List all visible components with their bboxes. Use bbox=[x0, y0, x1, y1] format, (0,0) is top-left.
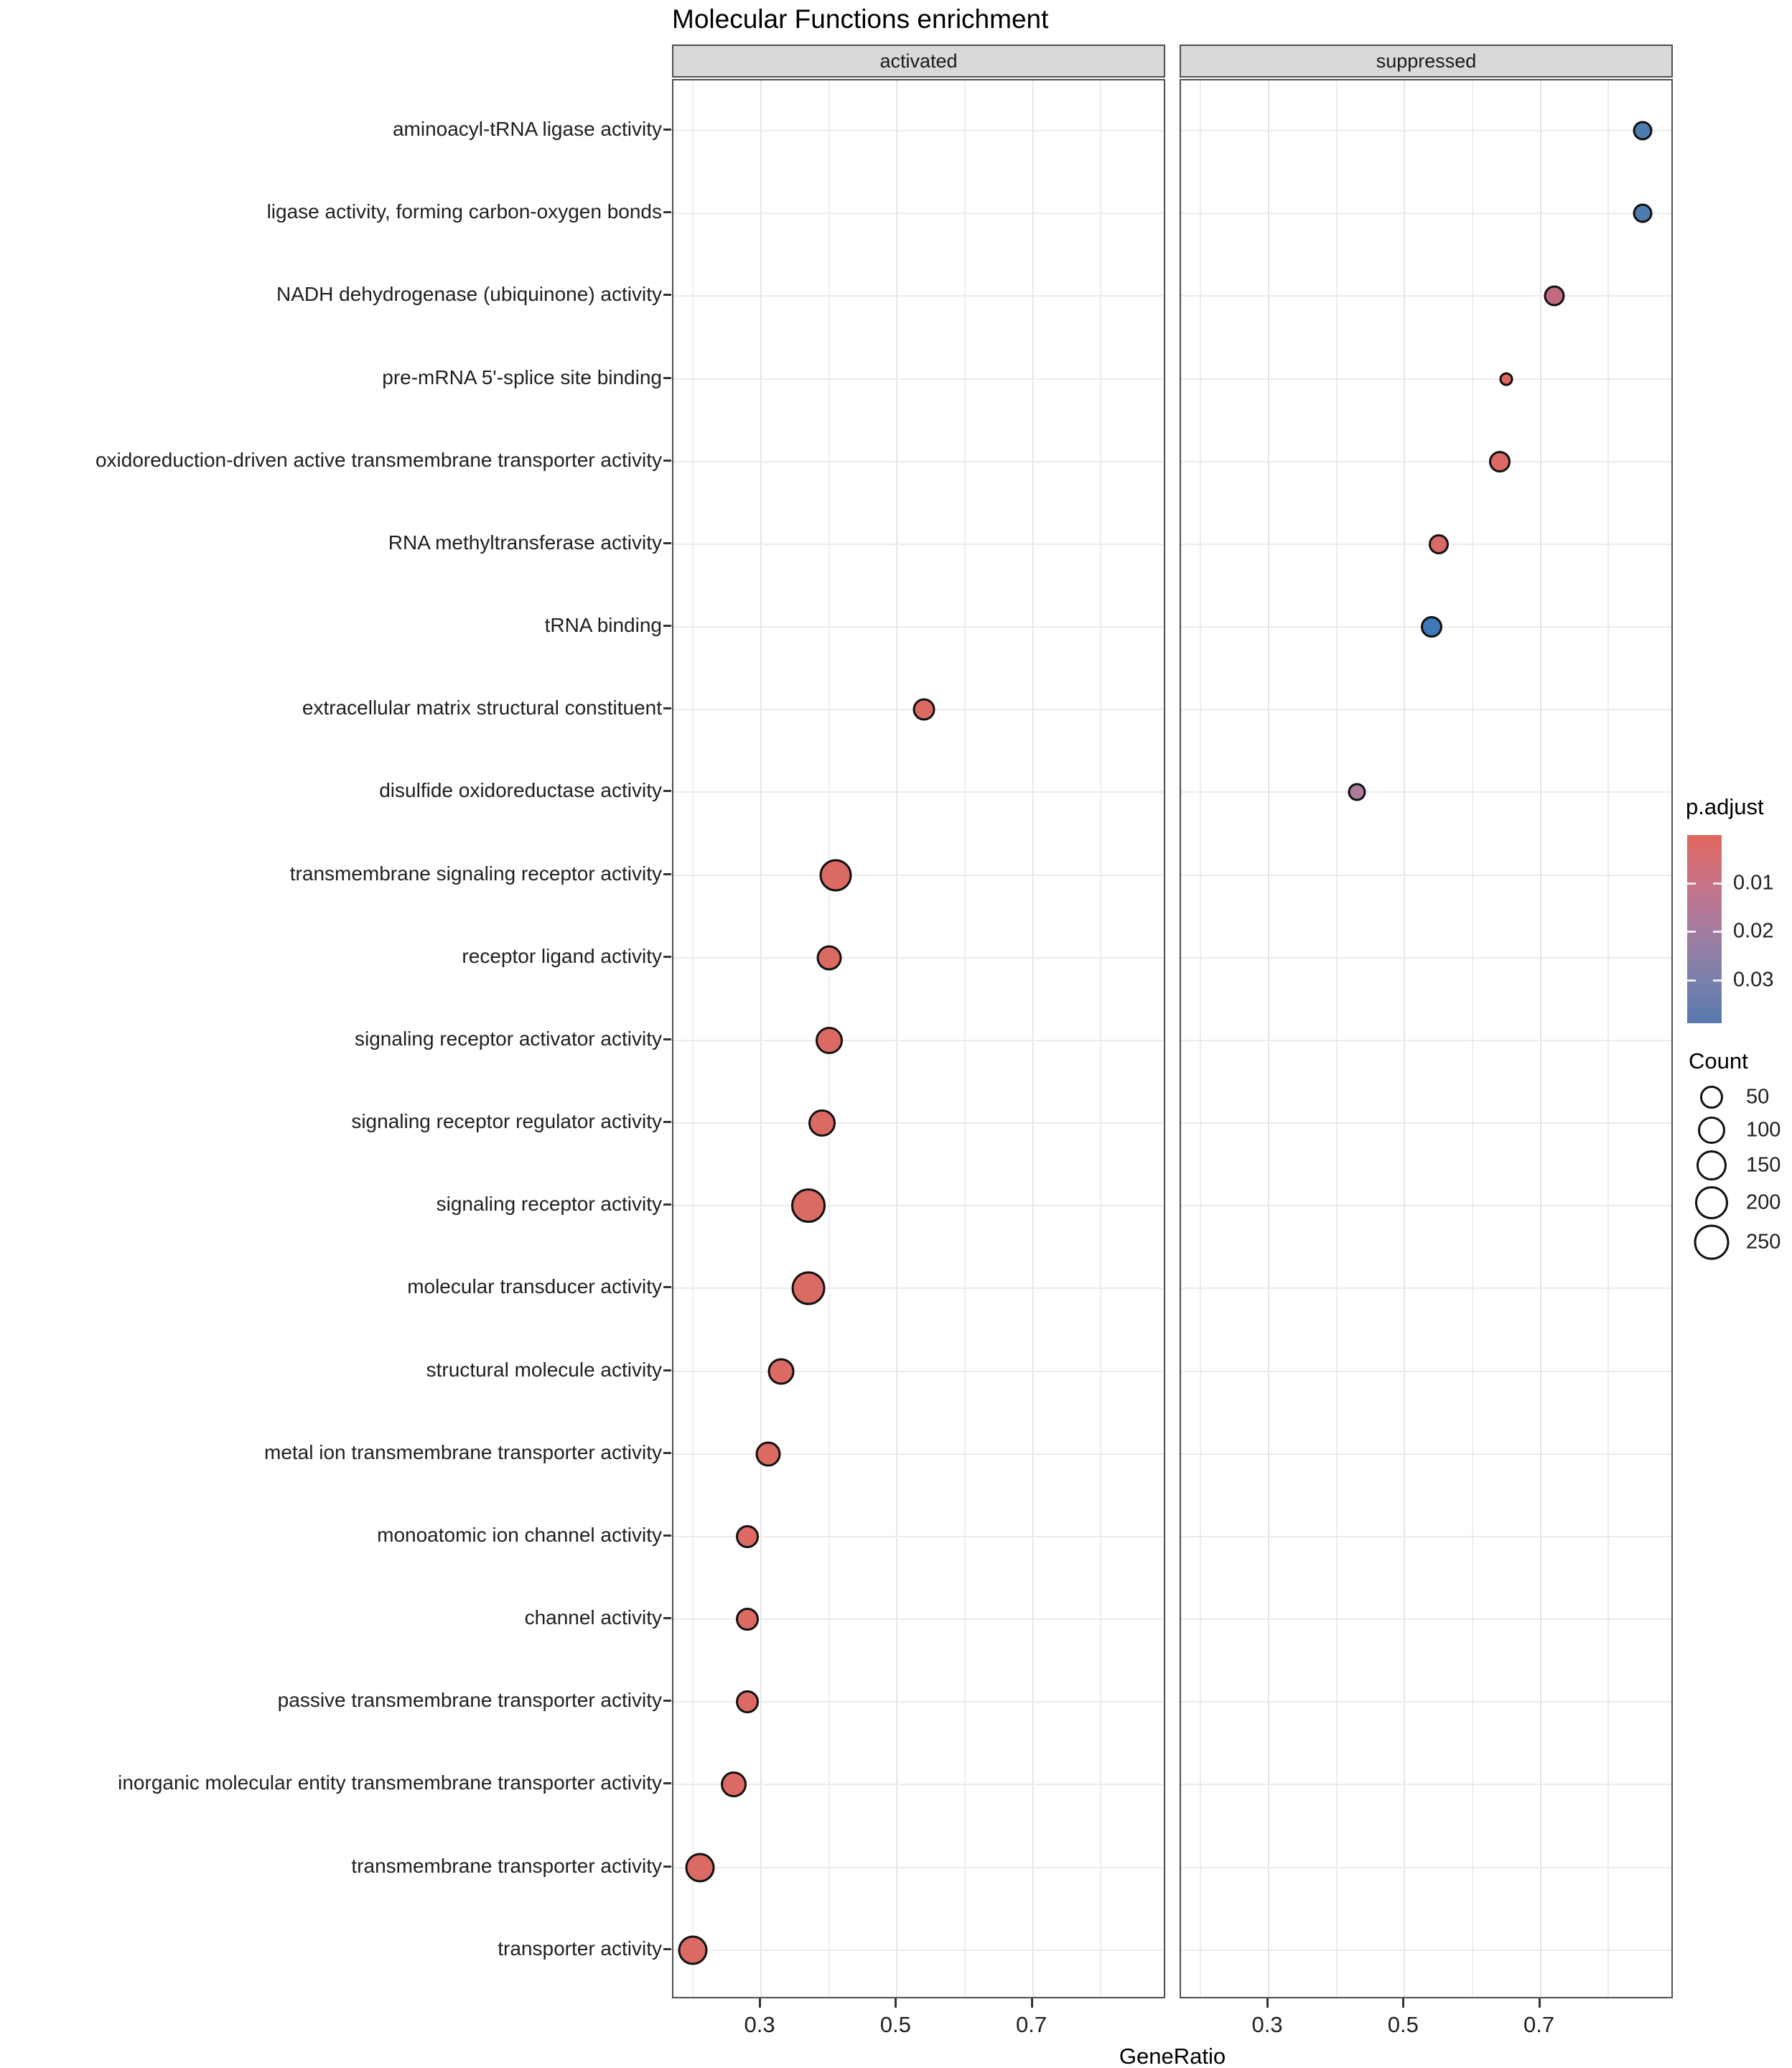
vertical-gridline bbox=[1100, 80, 1101, 1997]
x-axis-tick bbox=[1266, 1998, 1269, 2008]
x-axis-tick bbox=[759, 1998, 761, 2008]
y-axis-tick bbox=[663, 377, 671, 379]
facet-strip-suppressed bbox=[1180, 45, 1673, 78]
horizontal-gridline bbox=[673, 1287, 1164, 1289]
y-axis-label: monoatomic ion channel activity bbox=[377, 1523, 662, 1546]
y-axis-tick bbox=[663, 460, 671, 462]
data-point bbox=[1429, 534, 1449, 554]
y-axis-label: structural molecule activity bbox=[426, 1358, 662, 1381]
count-legend-label: 250 bbox=[1746, 1230, 1781, 1254]
y-axis-label: transporter activity bbox=[498, 1937, 662, 1960]
y-axis-label: signaling receptor activator activity bbox=[355, 1027, 662, 1050]
y-axis-tick bbox=[663, 1782, 671, 1784]
count-legend-label: 50 bbox=[1746, 1085, 1770, 1109]
vertical-gridline bbox=[1404, 80, 1405, 1997]
horizontal-gridline bbox=[1181, 709, 1671, 710]
facet-strip-suppressed-label: suppressed bbox=[1376, 50, 1477, 72]
horizontal-gridline bbox=[673, 213, 1164, 214]
panel-activated bbox=[672, 79, 1165, 1998]
vertical-gridline bbox=[1268, 80, 1269, 1997]
horizontal-gridline bbox=[1181, 295, 1671, 297]
y-axis-label: oxidoreduction-driven active transmembrane transporter activity bbox=[95, 448, 662, 471]
data-point bbox=[768, 1358, 795, 1384]
x-axis-tick bbox=[1402, 1998, 1404, 2008]
horizontal-gridline bbox=[673, 1784, 1164, 1785]
count-legend-title: Count bbox=[1689, 1048, 1748, 1073]
horizontal-gridline bbox=[1181, 1371, 1671, 1372]
y-axis-label: molecular transducer activity bbox=[407, 1275, 662, 1298]
horizontal-gridline bbox=[1181, 213, 1671, 214]
count-legend-label: 200 bbox=[1746, 1191, 1781, 1214]
y-axis-label: tRNA binding bbox=[544, 614, 662, 637]
y-axis-tick bbox=[663, 790, 671, 792]
y-axis-label: metal ion transmembrane transporter activity bbox=[264, 1440, 662, 1463]
horizontal-gridline bbox=[673, 378, 1164, 380]
data-point bbox=[1544, 286, 1564, 307]
y-axis-tick bbox=[663, 211, 671, 213]
horizontal-gridline bbox=[1181, 1784, 1671, 1785]
horizontal-gridline bbox=[1181, 544, 1671, 545]
horizontal-gridline bbox=[1181, 1453, 1671, 1455]
x-axis-tick-label: 0.5 bbox=[879, 2012, 911, 2037]
vertical-gridline bbox=[1032, 80, 1034, 1997]
colorbar-tick bbox=[1713, 931, 1722, 933]
padjust-tick-label: 0.03 bbox=[1733, 968, 1774, 992]
data-point bbox=[736, 1690, 759, 1713]
horizontal-gridline bbox=[673, 957, 1164, 959]
data-point bbox=[685, 1853, 714, 1882]
y-axis-label: aminoacyl-tRNA ligase activity bbox=[392, 118, 662, 140]
horizontal-gridline bbox=[1181, 461, 1671, 462]
horizontal-gridline bbox=[673, 1950, 1164, 1951]
y-axis-tick bbox=[663, 1121, 671, 1123]
y-axis-tick bbox=[663, 294, 671, 296]
horizontal-gridline bbox=[673, 875, 1164, 876]
vertical-gridline bbox=[1200, 80, 1201, 1997]
horizontal-gridline bbox=[1181, 1040, 1671, 1041]
padjust-tick-label: 0.02 bbox=[1733, 919, 1774, 943]
vertical-gridline bbox=[896, 80, 897, 1997]
data-point bbox=[755, 1441, 780, 1466]
y-axis-label: receptor ligand activity bbox=[462, 944, 662, 967]
horizontal-gridline bbox=[1181, 1122, 1671, 1124]
x-axis-tick-label: 0.7 bbox=[1523, 2012, 1555, 2037]
padjust-tick-label: 0.01 bbox=[1733, 871, 1774, 895]
data-point bbox=[736, 1525, 759, 1548]
vertical-gridline bbox=[1540, 80, 1541, 1997]
y-axis-label: NADH dehydrogenase (ubiquinone) activity bbox=[276, 283, 662, 306]
count-legend-label: 100 bbox=[1746, 1118, 1781, 1142]
horizontal-gridline bbox=[673, 1040, 1164, 1041]
y-axis-tick bbox=[663, 1534, 671, 1537]
horizontal-gridline bbox=[673, 1371, 1164, 1372]
count-legend-label: 150 bbox=[1746, 1153, 1781, 1177]
data-point bbox=[792, 1272, 826, 1305]
data-point bbox=[816, 1027, 843, 1054]
y-axis-tick bbox=[663, 1038, 671, 1040]
colorbar-tick bbox=[1687, 979, 1696, 982]
horizontal-gridline bbox=[1181, 1618, 1671, 1620]
horizontal-gridline bbox=[673, 461, 1164, 462]
count-legend-circle bbox=[1694, 1225, 1730, 1260]
horizontal-gridline bbox=[1181, 791, 1671, 793]
colorbar-tick bbox=[1713, 979, 1722, 982]
y-axis-tick bbox=[663, 1286, 671, 1288]
data-point bbox=[736, 1608, 759, 1631]
x-axis-tick-label: 0.5 bbox=[1387, 2012, 1419, 2037]
y-axis-label: transmembrane transporter activity bbox=[351, 1854, 662, 1877]
horizontal-gridline bbox=[1181, 875, 1671, 876]
horizontal-gridline bbox=[673, 626, 1164, 628]
x-axis-tick-label: 0.7 bbox=[1016, 2012, 1047, 2037]
colorbar-tick bbox=[1687, 882, 1696, 885]
horizontal-gridline bbox=[1181, 1287, 1671, 1289]
y-axis-tick bbox=[663, 129, 671, 131]
y-axis-tick bbox=[663, 1700, 671, 1702]
y-axis-tick bbox=[663, 625, 671, 627]
x-axis-tick bbox=[1539, 1998, 1541, 2008]
count-legend-circle bbox=[1697, 1150, 1727, 1180]
y-axis-label: pre-mRNA 5'-splice site binding bbox=[382, 365, 662, 388]
chart-title: Molecular Functions enrichment bbox=[672, 4, 1049, 34]
y-axis-label: extracellular matrix structural constituent bbox=[302, 697, 662, 719]
horizontal-gridline bbox=[1181, 1536, 1671, 1537]
vertical-gridline bbox=[692, 80, 694, 1997]
padjust-colorbar bbox=[1687, 835, 1722, 1023]
y-axis-label: passive transmembrane transporter activity bbox=[277, 1689, 662, 1712]
padjust-legend-title: p.adjust bbox=[1686, 794, 1764, 819]
y-axis-tick bbox=[663, 542, 671, 544]
horizontal-gridline bbox=[1181, 1205, 1671, 1206]
data-point bbox=[913, 699, 935, 721]
horizontal-gridline bbox=[673, 295, 1164, 297]
data-point bbox=[791, 1188, 826, 1223]
y-axis-label: inorganic molecular entity transmembrane transporter activity bbox=[118, 1771, 662, 1794]
y-axis-label: channel activity bbox=[524, 1606, 662, 1629]
panel-suppressed bbox=[1180, 79, 1673, 1998]
y-axis-label: RNA methyltransferase activity bbox=[388, 531, 662, 554]
horizontal-gridline bbox=[673, 1453, 1164, 1455]
y-axis-tick bbox=[663, 1203, 671, 1206]
data-point bbox=[1500, 372, 1513, 386]
data-point bbox=[816, 945, 841, 970]
y-axis-label: signaling receptor activity bbox=[436, 1193, 662, 1216]
horizontal-gridline bbox=[673, 791, 1164, 793]
count-legend-circle bbox=[1698, 1117, 1725, 1144]
horizontal-gridline bbox=[673, 544, 1164, 545]
colorbar-tick bbox=[1687, 931, 1696, 933]
horizontal-gridline bbox=[673, 1122, 1164, 1124]
data-point bbox=[808, 1109, 836, 1137]
x-axis-tick-label: 0.3 bbox=[1251, 2012, 1283, 2037]
y-axis-label: transmembrane signaling receptor activity bbox=[289, 862, 662, 885]
y-axis-tick bbox=[663, 956, 671, 958]
y-axis-label: ligase activity, forming carbon-oxygen bonds bbox=[266, 200, 662, 223]
facet-strip-activated bbox=[672, 45, 1165, 78]
x-axis-tick bbox=[1031, 1998, 1033, 2008]
horizontal-gridline bbox=[1181, 1701, 1671, 1703]
vertical-gridline bbox=[1336, 80, 1338, 1997]
y-axis-tick bbox=[663, 1369, 671, 1371]
colorbar-tick bbox=[1713, 882, 1722, 885]
y-axis-label: signaling receptor regulator activity bbox=[351, 1110, 662, 1133]
y-axis-tick bbox=[663, 873, 671, 875]
y-axis-label: disulfide oxidoreductase activity bbox=[379, 779, 662, 802]
data-point bbox=[1421, 616, 1442, 638]
data-point bbox=[1348, 783, 1366, 801]
data-point bbox=[820, 859, 852, 891]
vertical-gridline bbox=[964, 80, 966, 1997]
data-point bbox=[1489, 451, 1511, 472]
horizontal-gridline bbox=[1181, 130, 1671, 131]
horizontal-gridline bbox=[1181, 957, 1671, 959]
data-point bbox=[678, 1935, 708, 1965]
horizontal-gridline bbox=[1181, 378, 1671, 380]
data-point bbox=[1633, 204, 1652, 223]
y-axis-tick bbox=[663, 1948, 671, 1950]
horizontal-gridline bbox=[1181, 1867, 1671, 1868]
x-axis-title: GeneRatio bbox=[1119, 2044, 1226, 2068]
data-point bbox=[1633, 121, 1652, 141]
count-legend-circle bbox=[1700, 1086, 1723, 1109]
horizontal-gridline bbox=[673, 1867, 1164, 1868]
facet-strip-activated-label: activated bbox=[879, 50, 958, 72]
vertical-gridline bbox=[1472, 80, 1473, 1997]
y-axis-tick bbox=[663, 707, 671, 709]
x-axis-tick bbox=[895, 1998, 897, 2008]
x-axis-tick-label: 0.3 bbox=[744, 2012, 775, 2037]
vertical-gridline bbox=[1607, 80, 1609, 1997]
horizontal-gridline bbox=[1181, 1950, 1671, 1951]
y-axis-tick bbox=[663, 1617, 671, 1619]
count-legend-circle bbox=[1695, 1186, 1728, 1219]
y-axis-tick bbox=[663, 1866, 671, 1868]
horizontal-gridline bbox=[673, 1205, 1164, 1206]
data-point bbox=[721, 1771, 747, 1797]
horizontal-gridline bbox=[673, 130, 1164, 131]
vertical-gridline bbox=[760, 80, 762, 1997]
y-axis-tick bbox=[663, 1452, 671, 1454]
